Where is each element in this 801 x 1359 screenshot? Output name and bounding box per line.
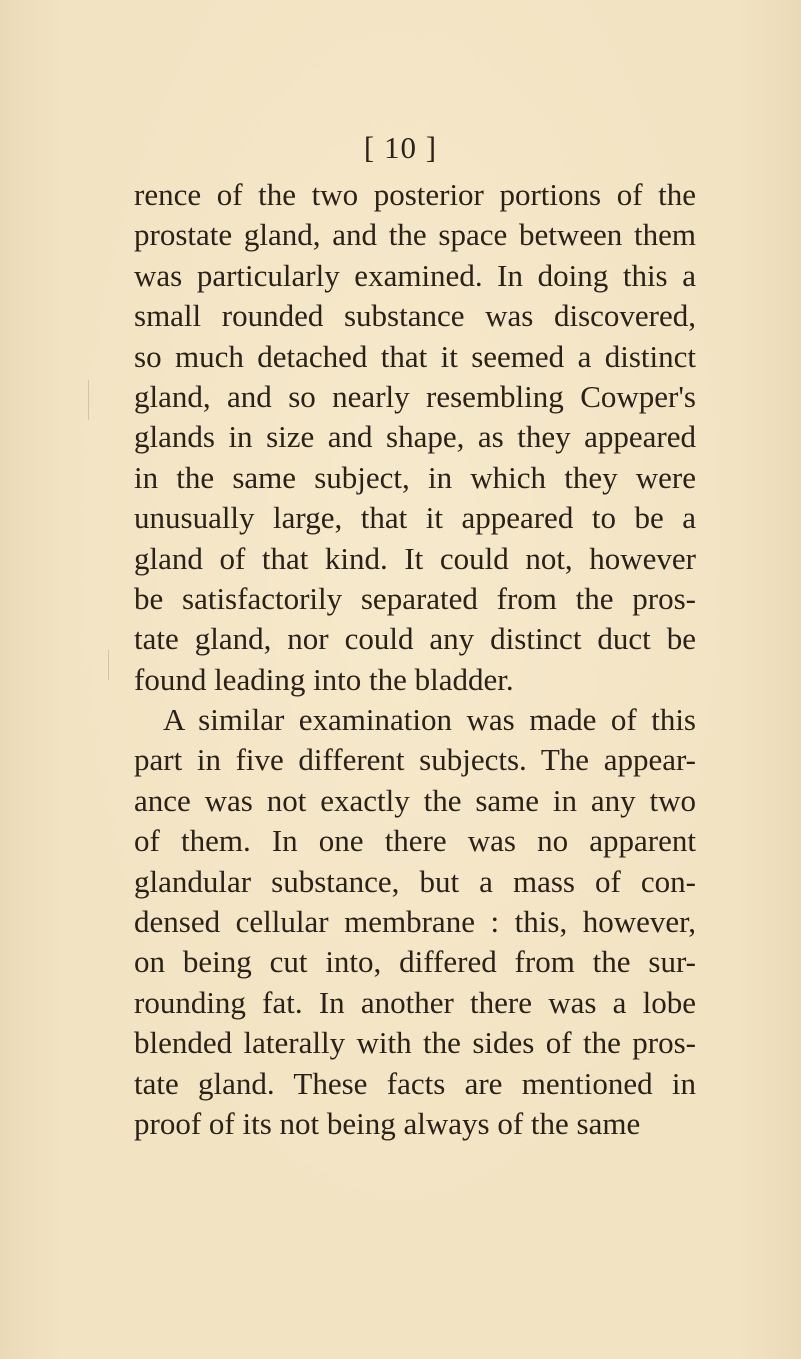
text-line: proof of its not being always of the same bbox=[134, 1105, 641, 1141]
text-line: rounding fat. In another there was a lobe bbox=[134, 984, 696, 1020]
text-line: part in five different subjects. The appear- bbox=[134, 742, 696, 778]
text-line: gland, and so nearly resembling Cowper's bbox=[134, 378, 696, 414]
text-line: be satisfactorily separated from the pros- bbox=[134, 580, 696, 616]
text-line: densed cellular membrane : this, however, bbox=[134, 904, 696, 940]
text-line: unusually large, that it appeared to be a bbox=[134, 500, 696, 536]
text-line: small rounded substance was discovered, bbox=[134, 298, 696, 334]
body-text bbox=[134, 175, 696, 1144]
text-line: A similar examination was made of this bbox=[163, 702, 696, 738]
text-line: found leading into the bladder. bbox=[134, 661, 514, 697]
text-line: ance was not exactly the same in any two bbox=[134, 782, 696, 818]
text-line: glands in size and shape, as they appeared bbox=[134, 419, 696, 455]
text-line: tate gland, nor could any distinct duct be bbox=[134, 621, 696, 657]
text-line: blended laterally with the sides of the pros- bbox=[134, 1025, 696, 1061]
text-line: so much detached that it seemed a distinct bbox=[134, 338, 696, 374]
paper-crease bbox=[108, 650, 109, 680]
text-line: tate gland. These facts are mentioned in bbox=[134, 1065, 696, 1101]
text-line: was particularly examined. In doing this a bbox=[134, 257, 696, 293]
text-line: in the same subject, in which they were bbox=[134, 459, 696, 495]
paper-crease bbox=[88, 380, 89, 420]
text-line: rence of the two posterior portions of the bbox=[134, 177, 696, 212]
text-line: of them. In one there was no apparent bbox=[134, 823, 696, 859]
text-line: on being cut into, differed from the sur- bbox=[134, 944, 696, 980]
text-line: prostate gland, and the space between them bbox=[134, 217, 696, 253]
page-number: [ 10 ] bbox=[363, 130, 438, 165]
text-line: gland of that kind. It could not, however bbox=[134, 540, 696, 576]
text-line: glandular substance, but a mass of con- bbox=[134, 863, 696, 899]
